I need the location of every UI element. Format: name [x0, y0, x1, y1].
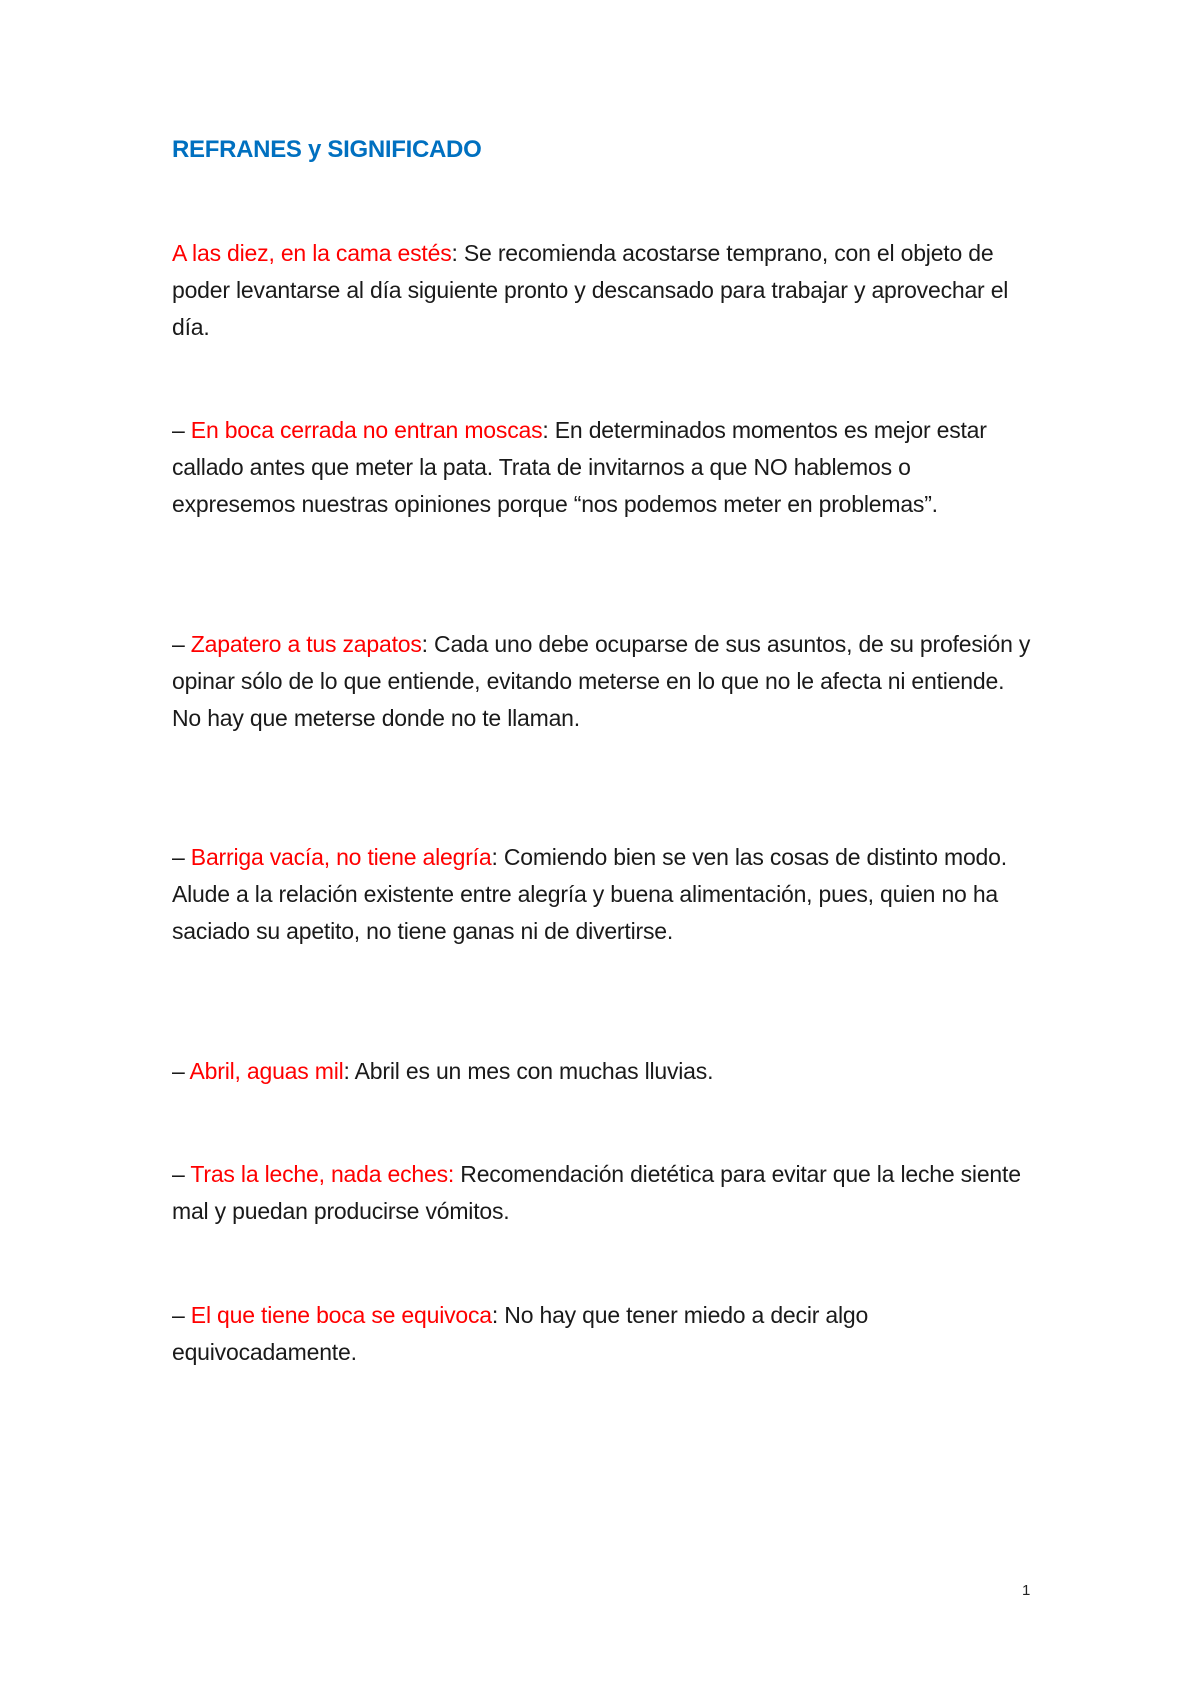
refran-text: Tras la leche, nada eches: — [190, 1161, 455, 1187]
meaning-text: En determinados momentos es mejor estar callado antes que meter la pata. Trata de invitarnos a que NO hablemos o expresemos nuestras opiniones porque “nos podemos meter en problemas”. — [172, 417, 987, 517]
refran-paragraph-5 — [172, 1053, 1032, 1090]
refran-text: Zapatero a tus zapatos — [190, 631, 422, 657]
dash: – — [172, 1058, 190, 1084]
meaning-text: No hay que tener miedo a decir algo equivocadamente. — [172, 1302, 869, 1365]
meaning-text: Cada uno debe ocuparse de sus asuntos, de su profesión y opinar sólo de lo que entiende, evitando meterse en lo que no le afecta ni entiende. No hay que meterse donde no te llaman. — [172, 631, 1031, 731]
separator: : — [451, 240, 458, 266]
meaning-text: Abril es un mes con muchas lluvias. — [349, 1058, 714, 1084]
separator: : — [542, 417, 549, 443]
refran-paragraph-1 — [172, 235, 1032, 346]
dash: – — [172, 844, 191, 870]
separator: : — [491, 844, 498, 870]
refran-text: Abril, aguas mil — [189, 1058, 344, 1084]
refran-paragraph-2 — [172, 412, 1032, 523]
meaning-text: Comiendo bien se ven las cosas de distinto modo. Alude a la relación existente entre alegría y buena alimentación, pues, quien no ha saciado su apetito, no tiene ganas ni de divertirse. — [172, 844, 1007, 944]
page-number: 1 — [1022, 1582, 1031, 1599]
dash: – — [172, 631, 191, 657]
refran-paragraph-3 — [172, 626, 1032, 737]
meaning-text: Se recomienda acostarse temprano, con el objeto de poder levantarse al día siguiente pronto y descansado para trabajar y aprovechar el día. — [172, 240, 1009, 340]
meaning-text: Recomendación dietética para evitar que la leche siente mal y puedan producirse vómitos. — [172, 1161, 1021, 1224]
dash: – — [172, 1302, 191, 1328]
refran-text: Barriga vacía, no tiene alegría — [190, 844, 492, 870]
separator: : — [343, 1058, 350, 1084]
refran-paragraph-7 — [172, 1297, 1032, 1371]
refran-text: En boca cerrada no entran moscas — [190, 417, 543, 443]
dash: – — [172, 417, 191, 443]
dash: – — [172, 1161, 191, 1187]
refran-paragraph-6 — [172, 1156, 1032, 1230]
separator: : — [421, 631, 428, 657]
refran-paragraph-4 — [172, 839, 1032, 950]
refran-text: El que tiene boca se equivoca — [190, 1302, 492, 1328]
separator: : — [491, 1302, 499, 1328]
refran-text: A las diez, en la cama estés — [172, 240, 452, 266]
document-title: REFRANES y SIGNIFICADO — [172, 136, 482, 163]
